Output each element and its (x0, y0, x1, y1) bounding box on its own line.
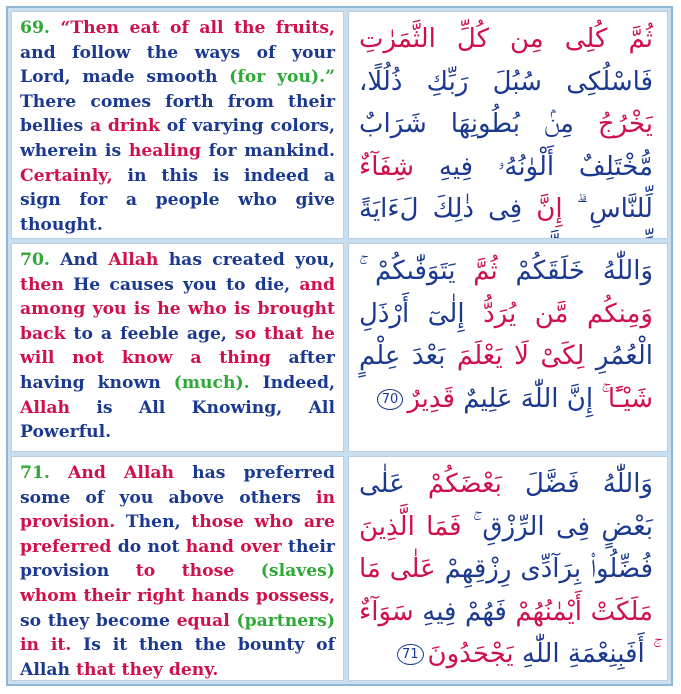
arabic-text-segment: وَاللّٰهُ فَضَّلَ (501, 469, 653, 499)
arabic-text-segment: عَلٰى مَا مَلَكَتْ أَيْمٰنُهُمْ (359, 554, 653, 627)
english-text-segment: in it. (20, 635, 84, 656)
verse-row (11, 11, 668, 239)
arabic-text-segment: وَمِنكُم مَّن يُرَدُّ (464, 298, 653, 329)
english-text-segment: 70. (20, 250, 61, 270)
translation-table (6, 6, 673, 686)
english-text-segment: to a feeble age, (73, 323, 235, 344)
english-text-segment: and follow the ways of your Lord, made smooth (20, 42, 335, 88)
english-text-segment: of varying colors, wherein is (20, 116, 335, 161)
ayah-number-marker: 71 (397, 644, 424, 665)
english-text-segment: is All Knowing, All Powerful. (20, 397, 335, 443)
arabic-text-segment: ثُمَّ (455, 256, 498, 286)
english-text-segment: Allah (108, 250, 169, 270)
english-translation-cell (11, 243, 344, 452)
english-translation-cell (11, 456, 344, 681)
english-text-segment: (slaves) (260, 561, 335, 582)
english-text-segment: Then, (125, 512, 192, 533)
arabic-text-segment: بَعْدَ عِلْمٍ (359, 341, 446, 371)
arabic-verse-cell (348, 456, 668, 681)
english-text-segment: Allah (20, 397, 97, 418)
arabic-text-segment: فِى ذٰلِكَ لَءَايَةً (359, 194, 523, 224)
english-text-segment: so that he will not know a thing (20, 323, 335, 369)
english-text-segment: of all the fruits, (170, 18, 335, 38)
english-text-segment: Is it then the bounty of Allah (20, 635, 335, 680)
english-text-segment: Indeed, (249, 372, 335, 393)
english-text-segment: has preferred some of you above others (20, 463, 336, 508)
english-text-segment: Allah (124, 463, 193, 483)
arabic-text-segment: شَيْـًٔا ۚ (593, 383, 653, 414)
arabic-text-segment: يَخْرُجُ (573, 109, 653, 139)
arabic-text-segment: لِكَىْ لَا يَعْلَمَ (445, 341, 585, 371)
arabic-text-segment: لِّلنَّاسِ ۗ (562, 194, 653, 224)
arabic-text-segment: إِنَّ (522, 194, 563, 224)
english-text-segment: 69. (20, 18, 61, 38)
verse-row (11, 456, 668, 681)
english-text-segment: for mankind. (208, 140, 336, 161)
arabic-text-segment: يَجْحَدُونَ (427, 639, 514, 669)
english-text-segment: And (60, 250, 109, 270)
english-text-segment: that they deny. (76, 659, 219, 680)
english-text-segment: in this is indeed a sign (20, 165, 336, 211)
arabic-text-segment: يَتَوَفّٰىكُمْ ۚ (359, 256, 456, 286)
arabic-verse-cell (348, 11, 668, 239)
arabic-text-segment: سَوَآءٌ ۚ (359, 596, 653, 669)
arabic-verse-cell (348, 243, 668, 452)
english-text-segment: And (68, 463, 125, 483)
arabic-text-segment: فَمَا الَّذِينَ (359, 511, 462, 542)
english-text-segment: a drink (89, 116, 167, 137)
arabic-text-segment: مِنۢ بُطُونِهَا شَرَابٌ مُّخْتَلِفٌ أَلْوٰنُهُۥ فِيهِ (359, 109, 653, 182)
arabic-text-segment: شِفَآءٌ (359, 151, 415, 182)
english-text-segment: do not (117, 536, 186, 557)
arabic-text-segment: ثُمَّ كُلِى مِن كُلِّ (435, 24, 653, 54)
english-text-segment: healing (128, 140, 209, 161)
english-text-segment: (partners) (236, 610, 336, 631)
english-translation-cell (11, 11, 344, 239)
arabic-text-segment: فَهُمْ فِيهِ (413, 596, 507, 627)
arabic-text-segment: بَعْضَكُمْ (404, 469, 502, 499)
english-text-segment: equal (176, 610, 237, 631)
english-text-segment: He causes you to die, (73, 274, 300, 295)
english-text-segment: for a people who give thought. (20, 190, 335, 235)
arabic-text-segment: إِلٰىٓ أَرْذَلِ الْعُمُرِ (359, 298, 653, 371)
english-text-segment: hand over (185, 536, 289, 557)
arabic-text-segment: قَدِيرٌ (407, 383, 455, 414)
english-text-segment: whom their right hands possess, (20, 585, 335, 606)
english-text-segment: in provision. (20, 487, 335, 533)
verse-row (11, 243, 668, 452)
arabic-text-segment: فُضِّلُوا۟ بِرَآدِّى رِزْقِهِمْ (435, 554, 654, 584)
arabic-text-segment: الثَّمَرٰتِ (359, 24, 436, 54)
english-text-segment: those who are preferred (20, 512, 335, 557)
english-text-segment: (for you).” (229, 67, 335, 88)
arabic-text-segment: إِنَّ اللّٰهَ عَلِيمٌ (454, 383, 594, 414)
english-text-segment: after having known (20, 348, 335, 393)
english-text-segment: 71. (20, 463, 69, 483)
arabic-text-segment: أَفَبِنِعْمَةِ اللّٰهِ (513, 639, 645, 669)
arabic-text-segment: فَاسْلُكِى سُبُلَ رَبِّكِ ذُلُلًا، (359, 66, 653, 97)
english-text-segment: (much). (173, 372, 250, 393)
arabic-text-segment: عَلٰى بَعْضٍ فِى الرِّزْقِ ۚ (359, 469, 654, 542)
english-text-segment: Certainly, (20, 165, 128, 186)
english-text-segment: “Then eat (60, 18, 171, 38)
ayah-number-marker: 70 (377, 389, 404, 410)
arabic-text-segment: وَاللّٰهُ خَلَقَكُمْ (497, 256, 653, 286)
english-text-segment: and among you is he who is brought back (20, 274, 336, 344)
english-text-segment: their provision (20, 536, 335, 582)
english-text-segment: then (20, 274, 74, 295)
english-text-segment: There comes forth from their bellies (20, 91, 335, 137)
english-text-segment: has created you, (168, 250, 335, 270)
english-text-segment: to those (135, 561, 261, 582)
english-text-segment: so they become (20, 610, 177, 631)
